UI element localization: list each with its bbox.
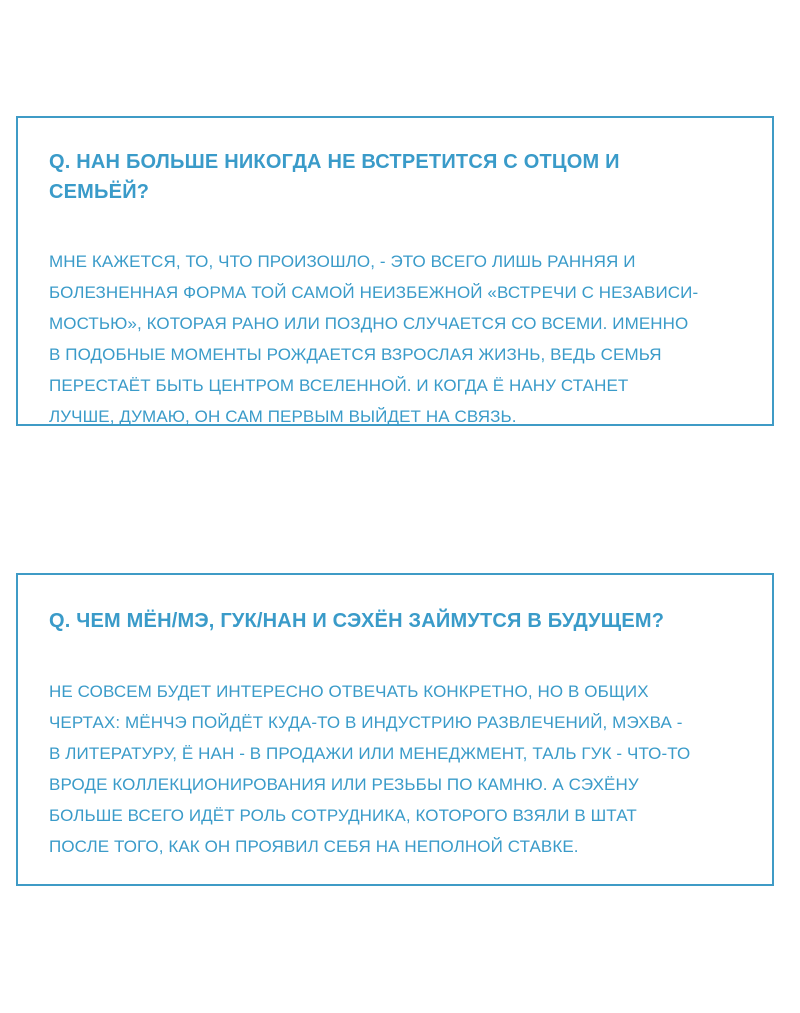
- answer-line: НЕ СОВСЕМ БУДЕТ ИНТЕРЕСНО ОТВЕЧАТЬ КОНКРЕТНО, НО В ОБЩИХ: [49, 682, 649, 701]
- answer-line: БОЛЬШЕ ВСЕГО ИДЁТ РОЛЬ СОТРУДНИКА, КОТОРОГО ВЗЯЛИ В ШТАТ: [49, 806, 637, 825]
- answer-line: ЛУЧШЕ, ДУМАЮ, ОН САМ ПЕРВЫМ ВЫЙДЕТ НА СВЯЗЬ.: [49, 407, 517, 426]
- answer-line: ВРОДЕ КОЛЛЕКЦИОНИРОВАНИЯ ИЛИ РЕЗЬБЫ ПО КАМНЮ. А СЭХЁНУ: [49, 775, 639, 794]
- question-line: Q. НАН БОЛЬШЕ НИКОГДА НЕ ВСТРЕТИТСЯ С ОТЦОМ И: [49, 151, 620, 173]
- answer-line: В ЛИТЕРАТУРУ, Ё НАН - В ПРОДАЖИ ИЛИ МЕНЕДЖМЕНТ, ТАЛЬ ГУК - ЧТО-ТО: [49, 744, 691, 763]
- qa-card-1: [16, 116, 774, 426]
- answer-line: ЧЕРТАХ: МЁНЧЭ ПОЙДЁТ КУДА-ТО В ИНДУСТРИЮ РАЗВЛЕЧЕНИЙ, МЭХВА -: [49, 713, 683, 732]
- question-heading: [49, 606, 752, 636]
- answer-line: БОЛЕЗНЕННАЯ ФОРМА ТОЙ САМОЙ НЕИЗБЕЖНОЙ «ВСТРЕЧИ С НЕЗАВИСИ-: [49, 283, 699, 302]
- question-line: СЕМЬЁЙ?: [49, 181, 150, 203]
- qa-card-2: [16, 573, 774, 886]
- answer-line: В ПОДОБНЫЕ МОМЕНТЫ РОЖДАЕТСЯ ВЗРОСЛАЯ ЖИЗНЬ, ВЕДЬ СЕМЬЯ: [49, 345, 662, 364]
- answer-line: МНЕ КАЖЕТСЯ, ТО, ЧТО ПРОИЗОШЛО, - ЭТО ВСЕГО ЛИШЬ РАННЯЯ И: [49, 252, 636, 271]
- answer-line: МОСТЬЮ», КОТОРАЯ РАНО ИЛИ ПОЗДНО СЛУЧАЕТСЯ СО ВСЕМИ. ИМЕННО: [49, 314, 689, 333]
- question-line: Q. ЧЕМ МЁН/МЭ, ГУК/НАН И СЭХЁН ЗАЙМУТСЯ В БУДУЩЕМ?: [49, 610, 665, 632]
- answer-text: [49, 676, 752, 862]
- answer-text: [49, 246, 752, 432]
- answer-line: ПОСЛЕ ТОГО, КАК ОН ПРОЯВИЛ СЕБЯ НА НЕПОЛНОЙ СТАВКЕ.: [49, 837, 579, 856]
- question-heading: [49, 147, 752, 207]
- answer-line: ПЕРЕСТАЁТ БЫТЬ ЦЕНТРОМ ВСЕЛЕННОЙ. И КОГДА Ё НАНУ СТАНЕТ: [49, 376, 629, 395]
